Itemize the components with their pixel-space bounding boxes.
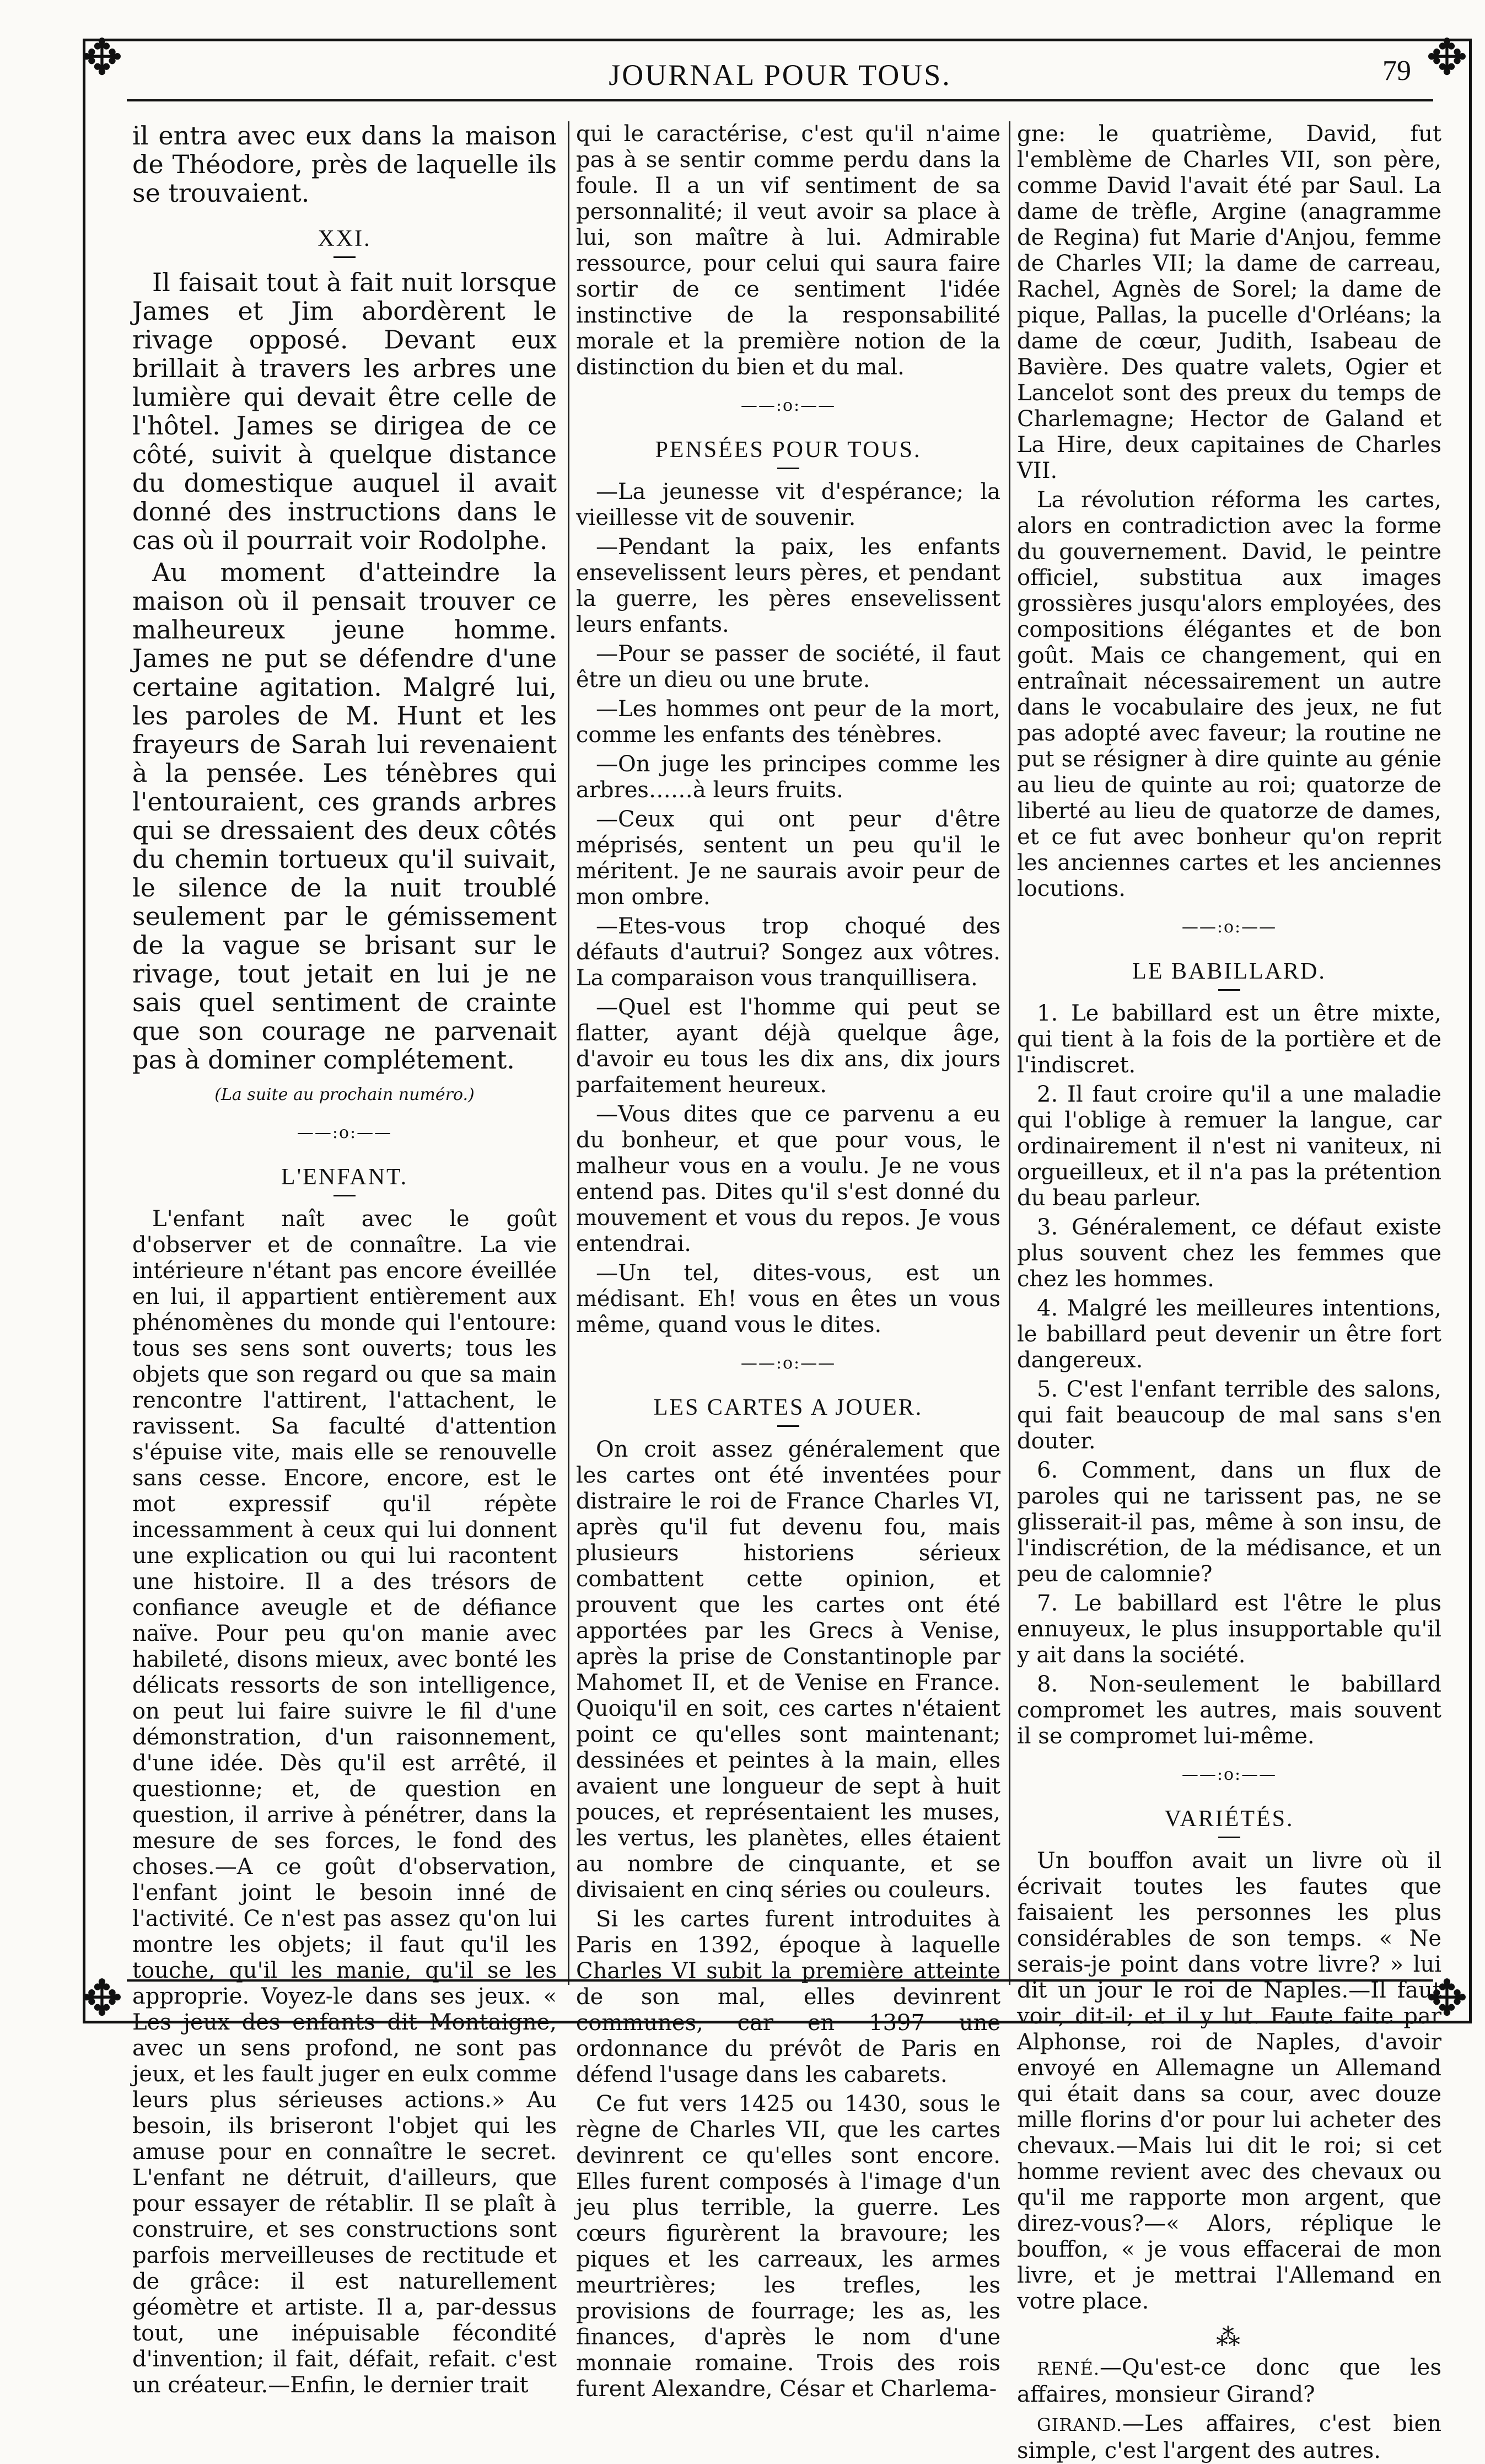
babillard-item: 1. Le babillard est un être mixte, qui tient à la fois de la portière et de l'indiscret. xyxy=(1017,1001,1441,1078)
section-title-babillard: LE BABILLARD. xyxy=(1132,959,1326,984)
paragraph: Au moment d'atteindre la maison où il pensait trouver ce malheureux jeune homme. James ne put se défendre d'une certaine agitation. Malgré lui, les paroles de M. Hunt et les frayeurs de Sarah lui revenaient à la pensée. Les ténèbres qui l'entouraient, ces grands arbres qui se dressaient des deux côtés du chemin tortueux qu'il suivait, le silence de la nuit troublé seulement par le gémissement de la vague se brisant sur le rivage, tout jetait en lui je ne sais quel sentiment de crainte que son courage ne parvenait pas à dominer complétement. xyxy=(132,557,557,1075)
section-rule xyxy=(777,1425,799,1427)
separator: ——:o:—— xyxy=(1181,1765,1277,1784)
column-divider xyxy=(1009,121,1010,1985)
speaker-text: —Qu'est-ce donc que les affaires, monsieur Girand? xyxy=(1017,2355,1441,2407)
babillard-item: 5. C'est l'enfant terrible des salons, qui fait beaucoup de mal sans s'en douter. xyxy=(1017,1377,1441,1454)
section-rule xyxy=(1218,1837,1240,1838)
corner-ornament-top-left: ✥ xyxy=(81,29,123,87)
pensee-item: —On juge les principes comme les arbres……à leurs fruits. xyxy=(576,751,1000,803)
section-title-pensees: PENSÉES POUR TOUS. xyxy=(655,437,922,463)
pensee-item: —Les hommes ont peur de la mort, comme les enfants des ténèbres. xyxy=(576,696,1000,748)
pensee-item: —Ceux qui ont peur d'être méprisés, sentent un peu qu'il le méritent. Je ne saurais avoir peur de mon ombre. xyxy=(576,807,1000,910)
babillard-item: 6. Comment, dans un flux de paroles qui ne tarissent pas, ne se glisserait-il pas, même à son insu, de l'indiscrétion, de la médisance, et un peu de calomnie? xyxy=(1017,1458,1441,1587)
paragraph: Il faisait tout à fait nuit lorsque James et Jim abordèrent le rivage opposé. Devant eux brillait à travers les arbres une lumière qui devait être celle de l'hôtel. James se dirigea de ce côté, suivit à quelque distance du domestique auquel il avait donné des instructions dans le cas où il pourrait voir Rodolphe. xyxy=(132,267,557,555)
babillard-item: 2. Il faut croire qu'il a une maladie qui l'oblige à remuer la langue, car ordinairement il n'est ni vaniteux, ni orgueilleux, et il n'a pas la prétention du beau parleur. xyxy=(1017,1082,1441,1211)
page-number: 79 xyxy=(1382,55,1411,87)
dialog-line xyxy=(1017,2355,1441,2408)
pensee-item: —Pour se passer de société, il faut être un dieu ou une brute. xyxy=(576,641,1000,693)
asterism: ⁂ xyxy=(1216,2323,1242,2352)
section-rule xyxy=(777,468,799,469)
dialog-line xyxy=(1017,2411,1441,2464)
section-rule xyxy=(333,256,356,258)
speaker-name: RENÉ. xyxy=(1037,2358,1100,2379)
separator: ——:o:—— xyxy=(740,396,836,415)
pensee-item: —La jeunesse vit d'espérance; la vieillesse vit de souvenir. xyxy=(576,479,1000,530)
paragraph: Ce fut vers 1425 ou 1430, sous le règne de Charles VII, que les cartes devinrent ce qu'elles sont encore. Elles furent composés à l'image d'un jeu plus terrible, la guerre. Les cœurs figurèrent la bravoure; les piques et les carreaux, les armes meurtrières; les trefles, les provisions de fourrage; les as, les finances, d'après le nom d'une monnaie romaine. Trois des rois furent Alexandre, César et Charlema- xyxy=(576,2091,1000,2402)
column-divider xyxy=(568,121,569,1985)
pensee-item: —Quel est l'homme qui peut se flatter, ayant déjà quelque âge, d'avoir eu tous les dix ans, dix jours parfaitement heureux. xyxy=(576,995,1000,1098)
column-3 xyxy=(1017,121,1441,2463)
corner-ornament-bottom-right: ✥ xyxy=(1426,1969,1468,2027)
pensee-item: —Etes-vous trop choqué des défauts d'autrui? Songez aux vôtres. La comparaison vous tranquillisera. xyxy=(576,914,1000,991)
section-rule xyxy=(1218,989,1240,991)
footer-rule xyxy=(127,1979,1433,1982)
running-title: JOURNAL POUR TOUS. xyxy=(609,58,951,92)
column-1 xyxy=(132,121,557,2398)
babillard-item: 8. Non-seulement le babillard compromet les autres, mais souvent il se compromet lui-même. xyxy=(1017,1672,1441,1749)
page-header xyxy=(127,52,1433,102)
babillard-item: 7. Le babillard est l'être le plus ennuyeux, le plus insupportable qu'il y ait dans la société. xyxy=(1017,1591,1441,1668)
column-2 xyxy=(576,121,1000,2402)
corner-ornament-bottom-left: ✥ xyxy=(81,1969,123,2027)
paragraph: Un bouffon avait un livre où il écrivait toutes les fautes que faisaient les personnes les plus considérables de son temps. « Ne serais-je point dans votre livre? » lui dit un jour le roi de Naples.—Il faut voir, dit-il; et il y lut. Faute faite par Alphonse, roi de Naples, d'avoir envoyé en Allemagne un Allemand qui était dans sa cour, avec douze mille florins d'or pour lui acheter des chevaux.—Mais lui dit le roi; si cet homme revient avec des chevaux ou qu'il me rapporte mon argent, que direz-vous?—« Alors, réplique le bouffon, « je vous effacerai de mon livre, et je mettrai l'Allemand en votre place. xyxy=(1017,1848,1441,2314)
header-rule xyxy=(127,99,1433,101)
section-title-cartes: LES CARTES A JOUER. xyxy=(653,1395,923,1420)
paragraph: il entra avec eux dans la maison de Théodore, près de laquelle ils se trouvaient. xyxy=(132,121,557,208)
speaker-name: GIRAND. xyxy=(1037,2414,1123,2435)
pensee-item: —Pendant la paix, les enfants ensevelissent leurs pères, et pendant la guerre, les pères ensevelissent leurs enfants. xyxy=(576,534,1000,637)
babillard-item: 4. Malgré les meilleures intentions, le babillard peut devenir un être fort dangereux. xyxy=(1017,1296,1441,1373)
paragraph: La révolution réforma les cartes, alors en contradiction avec la forme du gouvernement. David, le peintre officiel, substitua aux images grossières jusqu'alors employées, des compositions élégantes et de bon goût. Mais ce changement, qui en entraînait nécessairement un autre dans le vocabulaire des jeux, ne fut pas adopté avec faveur; la routine ne put se résigner à dire quinte au génie au lieu de quinte au roi; quatorze de liberté au lieu de quatorze de dames, et ce fut avec bonheur qu'on reprit les anciennes cartes et les anciennes locutions. xyxy=(1017,487,1441,901)
section-rule xyxy=(333,1195,356,1196)
babillard-item: 3. Généralement, ce défaut existe plus souvent chez les femmes que chez les hommes. xyxy=(1017,1215,1441,1292)
corner-ornament-top-right: ✥ xyxy=(1426,29,1468,87)
section-title-enfant: L'ENFANT. xyxy=(281,1164,408,1190)
paragraph: gne: le quatrième, David, fut l'emblème de Charles VII, son père, comme David l'avait été par Saul. La dame de trèfle, Argine (anagramme de Regina) fut Marie d'Anjou, femme de Charles VII; la dame de carreau, Rachel, Agnès de Sorel; la dame de pique, Pallas, la pucelle d'Orléans; la dame de cœur, Judith, Isabeau de Bavière. Des quatre valets, Ogier et Lancelot sont des preux du temps de Charlemagne; Hector de Galand et La Hire, deux capitaines de Charles VII. xyxy=(1017,121,1441,484)
separator: ——:o:—— xyxy=(1181,917,1277,937)
speaker-text: —Les affaires, c'est bien simple, c'est l'argent des autres. xyxy=(1017,2411,1441,2463)
section-title-varietes: VARIÉTÉS. xyxy=(1164,1806,1294,1832)
pensee-item: —Un tel, dites-vous, est un médisant. Eh! vous en êtes un vous même, quand vous le dites. xyxy=(576,1260,1000,1338)
section-title-xxi: XXI. xyxy=(318,226,372,251)
pensee-item: —Vous dites que ce parvenu a eu du bonheur, et que pour vous, le malheur vous en a voulu. Je ne vous entend pas. Dites qu'il s'est donné du mouvement et vous du repos. Je vous entendrai. xyxy=(576,1102,1000,1257)
separator: ——:o:—— xyxy=(740,1354,836,1373)
paragraph: Si les cartes furent introduites à Paris en 1392, époque à laquelle Charles VI subit la première atteinte de son mal, elles devinrent communes, car en 1397 une ordonnance du prévôt de Paris en défend l'usage dans les cabarets. xyxy=(576,1907,1000,2087)
continuation-note: (La suite au prochain numéro.) xyxy=(214,1085,475,1104)
paragraph: On croit assez généralement que les cartes ont été inventées pour distraire le roi de France Charles VI, après qu'il fut devenu fou, mais plusieurs historiens sérieux combattent cette opinion, et prouvent que les cartes ont été apportées par les Grecs à Venise, après la prise de Constantinople par Mahomet II, et de Venise en France. Quoiqu'il en soit, ces cartes n'étaient point ce qu'elles sont maintenant; dessinées et peintes à la main, elles avaient une longueur de sept à huit pouces, et représentaient les muses, les vertus, les planètes, elles étaient au nombre de cinquante, et se divisaient en cinq séries ou couleurs. xyxy=(576,1437,1000,1903)
separator: ——:o:—— xyxy=(297,1123,392,1142)
paragraph: qui le caractérise, c'est qu'il n'aime pas à se sentir comme perdu dans la foule. Il a un vif sentiment de sa personnalité; il veut avoir sa place à lui, son maître à lui. Admirable ressource, pour celui qui saura faire sortir de ce sentiment l'idée instinctive de la responsabilité morale et la première notion de la distinction du bien et du mal. xyxy=(576,121,1000,380)
paragraph: L'enfant naît avec le goût d'observer et de connaître. La vie intérieure n'étant pas encore éveillée en lui, il appartient entièrement aux phénomènes du monde qui l'entoure: tous ses sens sont ouverts; tous les objets que son regard ou que sa main rencontre l'attirent, l'attachent, le ravissent. Sa faculté d'attention s'épuise vite, mais elle se renouvelle sans cesse. Encore, encore, est le mot expressif qu'il répète incessamment à ceux qui lui donnent une explication ou qui lui racontent une histoire. Il a des trésors de confiance aveugle et de défiance naïve. Pour peu qu'on manie avec habileté, disons mieux, avec bonté les délicats ressorts de son intelligence, on peut lui faire suivre le fil d'une démonstration, d'un raisonnement, d'une idée. Dès qu'il est arrêté, il questionne; et, de question en question, il arrive à pénétrer, dans la mesure de ses forces, le fond des choses.—A ce goût d'observation, l'enfant joint le besoin inné de l'activité. Ce n'est pas assez qu'on lui montre les objets; il faut qu'il les touche, qu'il les manie, qu'il se les approprie. Voyez-le dans ses jeux. « Les jeux des enfants dit Montaigne, avec un sens profond, ne sont pas jeux, et les fault juger en eulx comme leurs plus sérieuses actions.» Au besoin, ils briseront l'objet qui les amuse pour en connaître le secret. L'enfant ne détruit, d'ailleurs, que pour essayer de rétablir. Il se plaît à construire, et ses constructions sont parfois merveilleuses de rectitude et de grâce: il est naturellement géomètre et artiste. Il a, par-dessus tout, une inépuisable fécondité d'invention; il fait, défait, refait. c'est un créateur.—Enfin, le dernier trait xyxy=(132,1206,557,2398)
